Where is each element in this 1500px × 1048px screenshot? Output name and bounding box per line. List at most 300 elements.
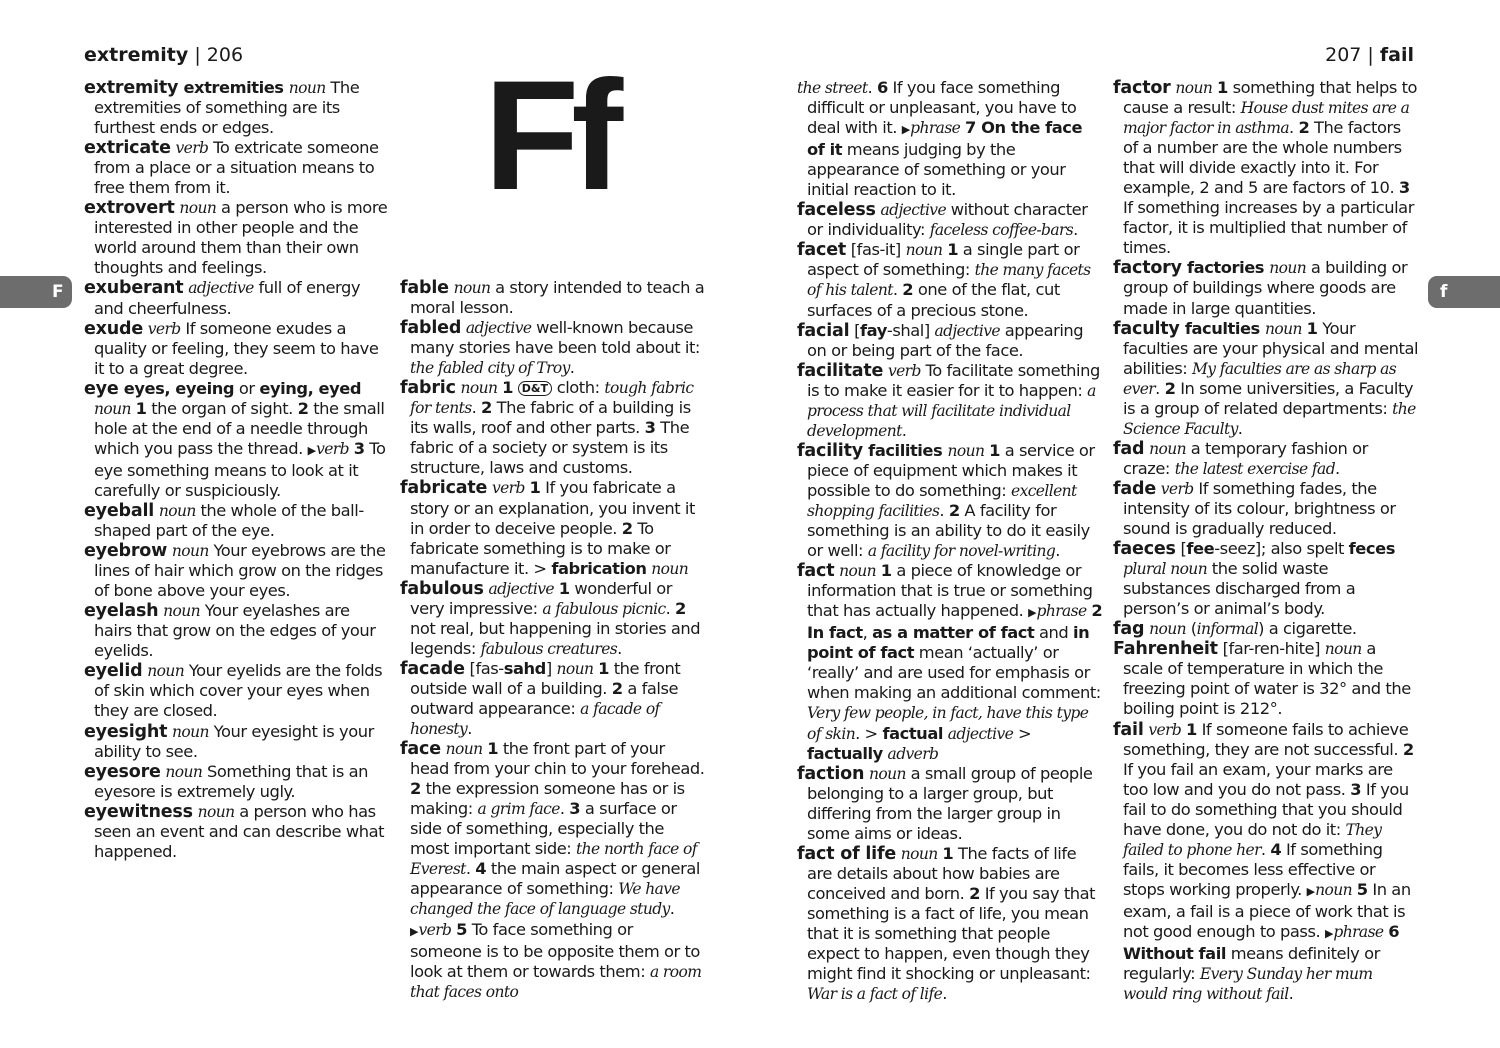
definition-text: the front outside wall of a building.	[410, 658, 681, 698]
dictionary-entry	[797, 200, 1103, 240]
headword: eyewitness	[84, 801, 193, 822]
italic-text: noun	[453, 279, 491, 297]
italic-text: noun	[1324, 640, 1362, 659]
bold-text: 2	[1402, 739, 1414, 759]
definition-text: To face something or someone is to be opposite them or to look at them or towards them:	[410, 919, 700, 981]
thumb-index-tab-right: f	[1428, 276, 1500, 308]
dictionary-entry	[84, 138, 390, 198]
arrow-marker: ▶	[1306, 884, 1316, 898]
bold-text: sahd	[503, 658, 546, 678]
italic-text: verb	[887, 361, 921, 380]
header-separator-left: |	[194, 44, 201, 66]
definition-text: >	[1013, 723, 1032, 743]
headword: extrovert	[84, 198, 175, 219]
italic-text: a facility for novel-writing	[867, 542, 1056, 561]
dictionary-entry	[84, 319, 390, 379]
definition-text: a person who has seen an event and can describe what happened.	[94, 801, 385, 861]
definition-text: .	[471, 398, 482, 418]
headword: facial	[797, 320, 850, 341]
definition-text: (	[1185, 619, 1197, 639]
headword: faculty	[1113, 318, 1180, 339]
bold-text: fay	[860, 320, 887, 340]
dictionary-entry	[84, 379, 390, 501]
definition-text: ]	[545, 658, 557, 678]
headword: fag	[1113, 619, 1145, 640]
italic-text: the latest exercise fad	[1174, 459, 1336, 478]
italic-text: informal	[1196, 620, 1259, 639]
definition-text: .	[465, 859, 476, 879]
definition-text: or	[234, 378, 260, 398]
page-number-left: 206	[206, 44, 244, 66]
definition-text: .	[901, 420, 907, 440]
dictionary-entry	[400, 318, 706, 378]
headword: Fahrenheit	[1113, 639, 1218, 660]
bold-text: 1	[880, 561, 892, 581]
running-header-left	[84, 42, 243, 68]
dictionary-entry	[400, 478, 706, 578]
definition-text: .	[1073, 220, 1078, 240]
dictionary-entry	[1113, 479, 1419, 539]
italic-text: adjective	[934, 321, 1000, 340]
running-header-right	[1325, 42, 1414, 68]
dictionary-entry	[797, 561, 1103, 763]
italic-text: fabulous creatures	[480, 639, 618, 658]
definition-text: If you face something difficult or unpleasant, you have to deal with it.	[807, 78, 1077, 138]
definition-text: If someone fails to achieve something, they are not successful.	[1123, 719, 1409, 759]
definition-text: cloth:	[551, 378, 605, 398]
headword: fail	[1113, 719, 1144, 740]
italic-text: noun	[905, 241, 943, 260]
italic-text: verb	[175, 139, 209, 158]
dictionary-entry	[84, 278, 390, 318]
bold-text: feces	[1348, 539, 1395, 559]
dictionary-entry	[1113, 539, 1419, 619]
dictionary-entry	[1113, 639, 1419, 719]
italic-text: Every Sunday her mum would ring without fail	[1123, 965, 1373, 1004]
italic-text: the fabled city of Troy	[410, 359, 570, 378]
definition-text: In an exam, a fail is a piece of work that is not good enough to pass.	[1123, 879, 1411, 941]
italic-text: verb	[147, 319, 181, 338]
italic-text: the north face of Everest	[410, 840, 697, 879]
bold-text: 4	[1270, 839, 1282, 859]
headword: eyelid	[84, 661, 143, 682]
bold-text: 2	[611, 678, 623, 698]
bold-text: 2	[481, 398, 492, 418]
dictionary-entry	[797, 321, 1103, 361]
definition-text: .	[1237, 418, 1243, 438]
italic-text: a facade of honesty	[410, 699, 660, 739]
italic-text: We have changed the face of language study	[410, 880, 680, 919]
definition-text: well-known because many stories have been told about it:	[410, 318, 700, 358]
bold-text: 1	[598, 658, 609, 678]
dictionary-entry	[84, 78, 390, 138]
italic-text: adverb	[887, 744, 939, 763]
bold-text: 1	[529, 478, 541, 498]
headword: eye	[84, 378, 119, 399]
dictionary-entry	[84, 198, 390, 278]
italic-text: noun	[171, 542, 209, 561]
bold-text: facilities	[862, 440, 948, 460]
dictionary-entry	[84, 722, 390, 762]
definition-text: .	[1288, 118, 1299, 138]
headword: faceless	[797, 200, 876, 221]
bold-text: 2	[902, 280, 914, 300]
bold-text: faculties	[1179, 318, 1266, 338]
italic-text: verb	[418, 920, 452, 939]
italic-text: noun	[1269, 259, 1307, 278]
definition-text: a story intended to teach a moral lesson.	[410, 278, 705, 318]
definition-text: The fabric of a society or system is its structure, laws and customs.	[410, 418, 690, 478]
italic-text: noun	[445, 740, 483, 759]
dictionary-entry	[84, 501, 390, 541]
definition-text: To extricate someone from a place or a situation means to free them from it.	[94, 138, 379, 198]
column-1	[84, 78, 390, 862]
italic-text: the Science Faculty	[1123, 399, 1416, 438]
definition-text: If you fail to do something that you should have done, you do not do it:	[1123, 779, 1409, 839]
dictionary-entry	[84, 802, 390, 862]
dictionary-entry	[400, 278, 706, 318]
definition-text: the small hole at the end of a needle through which you pass the thread.	[94, 398, 385, 458]
headword: fact of life	[797, 843, 897, 864]
definition-text: .	[1055, 541, 1060, 561]
definition-text: . >	[855, 723, 883, 743]
dictionary-entry	[797, 441, 1103, 561]
bold-text: 4	[475, 859, 487, 879]
headword: fabricate	[400, 478, 488, 499]
definition-text: -seez]; also spelt	[1214, 539, 1349, 559]
bold-text: factual	[882, 723, 943, 743]
bold-text: 1	[1185, 719, 1197, 739]
section-letter-heading: Ff	[484, 49, 616, 223]
dictionary-entry	[1113, 258, 1419, 318]
italic-text: They failed to phone her	[1123, 820, 1382, 859]
bold-text: extremities	[178, 78, 289, 97]
italic-text: verb	[1148, 720, 1182, 739]
definition-text: [fas-it]	[846, 240, 906, 260]
italic-text: noun	[165, 762, 203, 781]
italic-text: a room that faces onto	[410, 962, 702, 1001]
definition-text: means definitely or regularly:	[1123, 944, 1380, 984]
italic-text: noun	[839, 562, 876, 581]
dictionary-entry	[797, 764, 1103, 844]
definition-text: a building or group of buildings where goods are made in large quantities.	[1123, 258, 1408, 318]
definition-text: [fas-	[464, 658, 504, 678]
bold-text: eying, eyed	[259, 378, 362, 398]
bold-text: 2	[1298, 118, 1310, 138]
bold-text: 2	[675, 598, 686, 618]
italic-text: verb	[1160, 479, 1194, 498]
definition-text: the front part of your head from your chin to your forehead.	[410, 739, 705, 779]
dictionary-entry	[1113, 619, 1419, 639]
definition-text: .	[467, 719, 472, 739]
italic-text: noun	[556, 659, 594, 678]
definition-text: Your eyesight is your ability to see.	[94, 721, 374, 761]
bold-text: as a matter of fact	[872, 623, 1035, 643]
column-2	[400, 278, 706, 1002]
column-4	[1113, 78, 1419, 1004]
italic-text: adjective	[465, 319, 532, 338]
headword: facade	[400, 658, 465, 679]
definition-text: and	[1034, 623, 1074, 643]
page-number-right: 207	[1325, 44, 1362, 66]
italic-text: tough fabric for tents	[410, 379, 694, 418]
definition-text: If you say that something is a fact of life, you mean that it is something that people expect to happen, even though they might find it shocking or unpleasant:	[807, 883, 1096, 984]
dictionary-entry	[1113, 720, 1419, 1005]
italic-text: a fabulous picnic	[542, 599, 666, 618]
italic-text: adjective	[947, 724, 1014, 743]
headword: factor	[1113, 78, 1171, 98]
bold-text: 2	[948, 500, 960, 520]
definition-text: Your faculties are your physical and mental abilities:	[1123, 318, 1419, 378]
definition-text: [far-ren-hite]	[1217, 639, 1325, 659]
bold-text: 3	[1350, 779, 1362, 799]
italic-text: adjective	[488, 579, 554, 598]
bold-text: 1	[1306, 318, 1318, 338]
headword: eyeball	[84, 500, 155, 521]
italic-text: verb	[491, 479, 525, 498]
definition-text: [	[849, 320, 861, 340]
guide-word-left: extremity	[84, 44, 189, 66]
definition-text: Your eyelids are the folds of skin which cover your eyes when they are closed.	[94, 661, 383, 721]
headword: fabric	[400, 378, 456, 399]
bold-text: 3	[1398, 178, 1410, 198]
definition-text: a person who is more interested in other people and the world around them than their own thoughts and feelings.	[94, 198, 388, 278]
definition-text: wonderful or very impressive:	[410, 578, 672, 618]
arrow-marker: ▶	[1324, 926, 1334, 940]
bold-text: factually	[807, 743, 883, 763]
italic-text: phrase	[1333, 922, 1384, 941]
definition-text: Something that is an eyesore is extremely ugly.	[94, 761, 368, 801]
headword: fable	[400, 278, 449, 298]
italic-text: noun	[900, 844, 938, 863]
italic-text: War is a fact of life	[807, 985, 943, 1004]
italic-text: phrase	[1036, 602, 1087, 621]
italic-text: noun	[868, 764, 906, 783]
headword: faeces	[1113, 539, 1176, 560]
definition-text: If you fabricate a story or an explanation, you invent it in order to deceive people.	[410, 478, 695, 538]
column-3	[797, 78, 1103, 1004]
italic-text: Very few people, in fact, have this type of skin	[807, 704, 1089, 743]
headword: faction	[797, 763, 865, 784]
headword: eyesight	[84, 721, 168, 742]
bold-text: 1	[487, 739, 499, 759]
bold-text: 3	[353, 438, 365, 458]
bold-text: 1	[989, 440, 1000, 460]
dictionary-entry-continued	[797, 78, 1103, 200]
headword: fabulous	[400, 578, 484, 599]
dictionary-entry	[797, 361, 1103, 441]
definition-text: In some universities, a Faculty is a group of related departments:	[1123, 378, 1414, 418]
italic-text: noun	[947, 441, 985, 460]
italic-text: noun	[1149, 620, 1186, 639]
italic-text: noun	[172, 722, 209, 741]
definition-text: [	[1175, 539, 1187, 559]
definition-text: not real, but happening in stories and legends:	[410, 618, 701, 658]
italic-text: noun	[1265, 319, 1302, 338]
bold-text: 2	[297, 398, 309, 418]
italic-text: noun	[197, 802, 235, 821]
dictionary-entry	[400, 659, 706, 739]
definition-text: .	[1260, 839, 1271, 859]
definition-text: appearing on or being part of the face.	[807, 320, 1084, 360]
definition-text: The facts of life are details about how babies are conceived and born.	[807, 843, 1077, 903]
headword: fabled	[400, 318, 462, 339]
italic-text: noun	[158, 501, 196, 520]
definition-text: Your eyebrows are the lines of hair which grow on the ridges of bone above your eyes.	[94, 541, 386, 601]
italic-text: faceless coffee-bars	[929, 221, 1074, 240]
arrow-marker: ▶	[1028, 606, 1037, 620]
italic-text: House dust mites are a major factor in asthma	[1123, 99, 1410, 138]
definition-text: .	[1288, 984, 1294, 1004]
definition-text: a small group of people belonging to a larger group, but differing from the larger group in some aims or ideas.	[807, 763, 1093, 843]
dictionary-entry	[797, 844, 1103, 1004]
definition-text: If something fails, it becomes less effective or stops working properly.	[1123, 839, 1383, 899]
definition-text: without character or individuality:	[807, 200, 1088, 240]
guide-word-right: fail	[1379, 44, 1414, 66]
headword: eyesore	[84, 761, 161, 782]
definition-text: the organ of sight.	[146, 398, 298, 418]
definition-text: .	[942, 984, 947, 1004]
bold-text: 3	[569, 799, 581, 819]
bold-text: 2	[969, 883, 980, 903]
bold-text: 3	[644, 418, 656, 438]
bold-text: 1	[558, 578, 570, 598]
definition-text: If something increases by a particular factor, it is multiplied that number of times.	[1123, 198, 1414, 258]
headword: face	[400, 739, 441, 760]
headword: facet	[797, 240, 847, 261]
definition-text: the main aspect or general appearance of something:	[410, 859, 700, 899]
definition-text: a temporary fashion or craze:	[1123, 438, 1368, 478]
definition-text: .	[669, 899, 675, 919]
italic-text: My faculties are as sharp as ever	[1123, 359, 1397, 398]
definition-text: means judging by the appearance of something or your initial reaction to it.	[807, 140, 1066, 200]
definition-text: The factors of a number are the whole numbers that will divide exactly into it. For example, 2 and 5 are factors of 10.	[1123, 118, 1402, 198]
definition-text: The fabric of a building is its walls, roof and other parts.	[410, 398, 691, 438]
arrow-marker: ▶	[410, 924, 419, 938]
definition-text: .	[569, 358, 575, 378]
italic-text: phrase	[910, 119, 961, 138]
italic-text: noun	[163, 602, 201, 621]
bold-text: 1	[942, 843, 954, 863]
headword: fad	[1113, 438, 1145, 459]
definition-text: a single part or aspect of something:	[807, 240, 1080, 280]
italic-text: noun	[147, 662, 185, 681]
italic-text: noun	[1315, 880, 1352, 899]
headword: eyebrow	[84, 541, 168, 562]
definition-text: a service or piece of equipment which makes it possible to do something:	[807, 440, 1095, 500]
definition-text: the solid waste substances discharged from a person’s or animal’s body.	[1123, 559, 1356, 619]
definition-text: .	[892, 280, 903, 300]
dictionary-entry	[400, 378, 706, 478]
italic-text: noun	[1149, 439, 1186, 458]
bold-text: eyes, eyeing	[118, 378, 235, 398]
dictionary-entry	[1113, 439, 1419, 479]
bold-text: in point of fact	[807, 623, 1090, 663]
bold-text: 1	[502, 378, 514, 398]
bold-text: 6	[876, 78, 888, 97]
definition-text: something that helps to cause a result:	[1123, 78, 1418, 118]
italic-text: noun	[1175, 79, 1213, 97]
headword: facility	[797, 440, 863, 461]
headword: facilitate	[797, 360, 884, 381]
headword: fade	[1113, 478, 1157, 499]
dictionary-entry	[84, 541, 390, 601]
dictionary-entry	[1113, 78, 1419, 258]
definition-text: To facilitate something is to make it easier for it to happen:	[807, 360, 1100, 400]
definition-text: a piece of knowledge or information that is true or something that has actually happened.	[807, 561, 1093, 621]
headword: exuberant	[84, 278, 184, 299]
dictionary-entry	[84, 661, 390, 721]
italic-text: noun	[179, 199, 217, 218]
headword: extremity	[84, 78, 179, 98]
italic-text: noun	[460, 379, 498, 398]
definition-text: A facility for something is an ability to do it easily or well:	[807, 500, 1090, 561]
subject-label-badge: D&T	[518, 381, 552, 396]
bold-text: 2	[410, 779, 421, 799]
bold-text: 5	[456, 919, 467, 939]
dictionary-entry	[84, 762, 390, 802]
bold-text: 6 Without fail	[1123, 921, 1400, 964]
definition-text: .	[559, 799, 570, 819]
dictionary-entry	[400, 739, 706, 1002]
bold-text: 1	[947, 240, 959, 260]
bold-text: 2	[621, 518, 633, 538]
definition-text: a false outward appearance:	[410, 678, 679, 718]
definition-text: the whole of the ball-shaped part of the eye.	[94, 500, 364, 541]
headword: extricate	[84, 138, 171, 159]
headword: eyelash	[84, 601, 159, 622]
bold-text: 7 On the face of it	[807, 118, 1083, 160]
italic-text: excellent shopping facilities	[807, 481, 1077, 520]
italic-text: plural noun	[1123, 560, 1208, 579]
italic-text: noun	[651, 559, 689, 578]
italic-text: noun	[288, 79, 326, 97]
definition-text: a scale of temperature in which the freezing point of water is 32° and the boiling point is 212°.	[1123, 639, 1411, 719]
definition-text: ,	[862, 623, 873, 643]
bold-text: fee	[1186, 539, 1215, 559]
bold-text: 2 In fact	[807, 601, 1103, 643]
italic-text: a grim face	[477, 800, 560, 819]
dictionary-entry	[797, 240, 1103, 320]
definition-text: If someone exudes a quality or feeling, they seem to have it to a great degree.	[94, 318, 379, 378]
definition-text: -shal]	[886, 320, 935, 340]
definition-text: If you fail an exam, your marks are too low and you do not pass.	[1123, 759, 1393, 799]
italic-text: a process that will facilitate individual development	[807, 381, 1096, 440]
definition-text: mean ‘actually’ or ‘really’ and are used for emphasis or when making an additional comment:	[807, 643, 1101, 703]
headword: exude	[84, 318, 144, 339]
italic-text: adjective	[188, 279, 254, 298]
arrow-marker: ▶	[901, 123, 911, 137]
definition-text: one of the flat, cut surfaces of a precious stone.	[807, 280, 1060, 320]
headword: factory	[1113, 258, 1182, 279]
italic-text: verb	[316, 439, 349, 458]
dictionary-entry	[84, 601, 390, 661]
arrow-marker: ▶	[307, 443, 317, 457]
bold-text: fabrication	[551, 558, 647, 578]
definition-text: a surface or side of something, especially the most important side:	[410, 799, 677, 859]
italic-text: the many facets of his talent	[807, 261, 1091, 300]
bold-text: factories	[1181, 258, 1270, 278]
header-separator-right: |	[1367, 44, 1374, 66]
headword: fact	[797, 561, 835, 582]
thumb-index-tab-left: F	[0, 276, 72, 308]
definition-text: the expression someone has or is making:	[410, 779, 685, 819]
definition-text: .	[665, 598, 676, 618]
italic-text: the street	[797, 79, 868, 97]
definition-text: .	[939, 500, 949, 520]
definition-text: If something fades, the intensity of its colour, brightness or sound is gradually reduced.	[1123, 478, 1396, 539]
definition-text: full of energy and cheerfulness.	[94, 278, 361, 318]
